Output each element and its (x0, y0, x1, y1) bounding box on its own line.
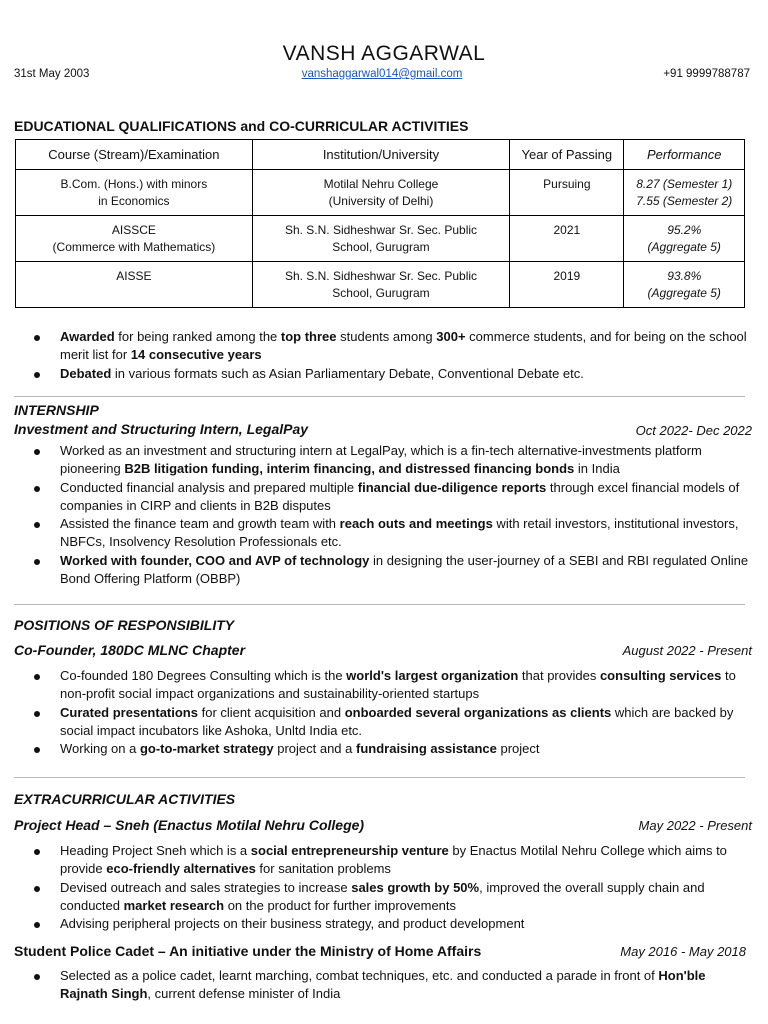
bold-text: top three (280, 329, 337, 344)
responsibility-role: Co-Founder, 180DC MLNC Chapter (14, 642, 246, 658)
text: by Enactus Motilal Nehru College which aims to provide (60, 843, 727, 877)
bullet-item (14, 552, 754, 589)
bold-text: onboarded several organizations as clients (344, 704, 612, 720)
year-cell: 2021 (510, 216, 624, 262)
bullet-icon (34, 449, 40, 455)
course-cell: AISSCE (Commerce with Mathematics) (16, 216, 253, 262)
bullet-item (14, 442, 754, 479)
contact-row (14, 68, 750, 84)
text: in various formats such as Asian Parliamentary Debate, Conventional Debate etc. (111, 365, 584, 381)
bullet-icon (34, 522, 40, 528)
course-cell: B.Com. (Hons.) with minors in Economics (16, 170, 253, 216)
candidate-name: VANSH AGGARWAL (282, 42, 486, 65)
bullet-icon (34, 849, 40, 855)
bullet-item (14, 915, 754, 933)
table-row (16, 170, 745, 216)
text: on the product for further improvements (224, 897, 457, 913)
column-header: Year of Passing (510, 140, 624, 170)
column-header: Performance (624, 140, 745, 170)
extracurricular-heading: EXTRACURRICULAR ACTIVITIES (14, 791, 236, 807)
bullet-icon (34, 372, 40, 378)
text: for sanitation problems (255, 861, 391, 877)
bullet-item (14, 740, 754, 758)
education-heading: EDUCATIONAL QUALIFICATIONS and CO-CURRICULAR ACTIVITIES (14, 118, 469, 134)
table-row (16, 262, 745, 308)
text: in designing the user-journey of a SEBI and RBI regulated Online Bond Offering Platform (OBBP) (60, 552, 749, 587)
text: Worked as an investment and structuring intern at LegalPay, which is a fin-tech alternative-investments platform pioneering (60, 443, 702, 477)
institution-cell: Sh. S.N. Sidheshwar Sr. Sec. Public School, Gurugram (252, 262, 509, 308)
project-head-role: Project Head – Sneh (Enactus Motilal Nehru College) (14, 817, 365, 833)
bullet-icon (34, 747, 40, 753)
internship-bullets (14, 442, 754, 588)
bullet-icon (34, 711, 40, 717)
performance-cell: 8.27 (Semester 1) 7.55 (Semester 2) (624, 170, 745, 216)
bold-text: Hon'ble Rajnath Singh (60, 968, 706, 1002)
text: Devised outreach and sales strategies to increase (60, 879, 352, 895)
text: Assisted the finance team and growth team with (60, 516, 340, 532)
text: commerce students, and for being on the school merit list for (60, 329, 747, 363)
column-header: Course (Stream)/Examination (16, 140, 253, 170)
bold-text: Debated (60, 365, 112, 381)
text: Selected as a police cadet, learnt marching, combat techniques, etc. and conducted a parade in front of (60, 968, 659, 983)
internship-heading: INTERNSHIP (14, 402, 99, 418)
bold-text: 300+ (436, 329, 466, 344)
text: with retail investors, institutional investors, NBFCs, Insolvency Resolution Professionals etc. (60, 516, 739, 550)
email-link[interactable]: vanshaggarwal014@gmail.com (301, 68, 463, 80)
bold-text: eco-friendly alternatives (106, 861, 256, 877)
responsibility-date: August 2022 - Present (622, 643, 752, 658)
text: in India (574, 461, 620, 477)
police-cadet-bullets (14, 967, 754, 1004)
year-cell: 2019 (510, 262, 624, 308)
project-head-date: May 2022 - Present (638, 818, 752, 833)
bullet-icon (34, 559, 40, 565)
project-head-bullets (14, 842, 754, 933)
bullet-item (14, 328, 754, 365)
bold-text: market research (123, 897, 225, 913)
bold-text: sales growth by 50% (351, 879, 480, 895)
text: to non-profit social impact organizations and sustainability-oriented startups (60, 668, 736, 702)
achievements-list (14, 328, 754, 383)
institution-cell: Sh. S.N. Sidheshwar Sr. Sec. Public School, Gurugram (252, 216, 509, 262)
text: , improved the overall supply chain and conducted (60, 879, 705, 913)
police-cadet-role: Student Police Cadet – An initiative under the Ministry of Home Affairs (14, 943, 482, 959)
course-cell: AISSE (16, 262, 253, 308)
text: that provides (518, 668, 600, 683)
bullet-item (14, 365, 754, 383)
text: , current defense minister of India (147, 986, 341, 1002)
date-of-birth: 31st May 2003 (14, 68, 90, 80)
bullet-item (14, 704, 754, 741)
table-row (16, 216, 745, 262)
column-header: Institution/University (252, 140, 509, 170)
phone-number: +91 9999788787 (663, 68, 750, 80)
bullet-icon (34, 922, 40, 928)
section-divider (14, 777, 745, 778)
institution-cell: Motilal Nehru College (University of Delhi) (252, 170, 509, 216)
bold-text: go-to-market strategy (139, 741, 274, 757)
bold-text: Worked with founder, COO and AVP of technology (60, 552, 370, 568)
text: Working on a (60, 741, 140, 757)
police-cadet-date: May 2016 - May 2018 (620, 944, 746, 959)
text: Co-founded 180 Degrees Consulting which is the (60, 668, 347, 683)
bold-text: 14 consecutive years (130, 347, 262, 363)
responsibility-heading: POSITIONS OF RESPONSIBILITY (14, 617, 235, 633)
bullet-icon (34, 674, 40, 680)
text: Heading Project Sneh which is a (60, 843, 251, 858)
text: Advising peripheral projects on their business strategy, and product development (60, 916, 525, 932)
education-table (15, 139, 745, 308)
text: through excel financial models of companies in CIRP and clients in B2B disputes (60, 479, 740, 513)
bold-text: world's largest organization (346, 668, 519, 683)
text: which are backed by social impact incubators like Ashoka, Unltd India etc. (60, 704, 734, 738)
section-divider (14, 604, 745, 605)
responsibility-bullets (14, 667, 754, 758)
bullet-icon (34, 335, 40, 341)
bullet-icon (34, 974, 40, 980)
bullet-item (14, 842, 754, 879)
text: project and a (273, 741, 356, 757)
text: students among (336, 329, 437, 344)
bold-text: B2B litigation funding, interim financing, and distressed financing bonds (124, 461, 575, 477)
text: project (496, 741, 540, 757)
bullet-item (14, 515, 754, 552)
text: for being ranked among the (114, 329, 281, 344)
bullet-item (14, 879, 754, 916)
bold-text: Awarded (60, 329, 115, 344)
bold-text: Curated presentations (60, 704, 198, 720)
bold-text: reach outs and meetings (339, 516, 493, 532)
bold-text: social entrepreneurship venture (250, 843, 449, 858)
section-divider (14, 396, 745, 397)
bullet-item (14, 667, 754, 704)
bold-text: consulting services (599, 668, 722, 683)
bullet-item (14, 479, 754, 516)
text: for client acquisition and (197, 704, 345, 720)
bullet-icon (34, 886, 40, 892)
year-cell: Pursuing (510, 170, 624, 216)
internship-role: Investment and Structuring Intern, LegalPay (14, 421, 309, 437)
performance-cell: 93.8% (Aggregate 5) (624, 262, 745, 308)
bullet-item (14, 967, 754, 1004)
internship-date: Oct 2022- Dec 2022 (635, 423, 752, 438)
text: Conducted financial analysis and prepared multiple (60, 479, 358, 495)
performance-cell: 95.2% (Aggregate 5) (624, 216, 745, 262)
table-header-row (16, 140, 745, 170)
bold-text: financial due-diligence reports (357, 479, 547, 495)
bold-text: fundraising assistance (356, 741, 497, 757)
bullet-icon (34, 486, 40, 492)
